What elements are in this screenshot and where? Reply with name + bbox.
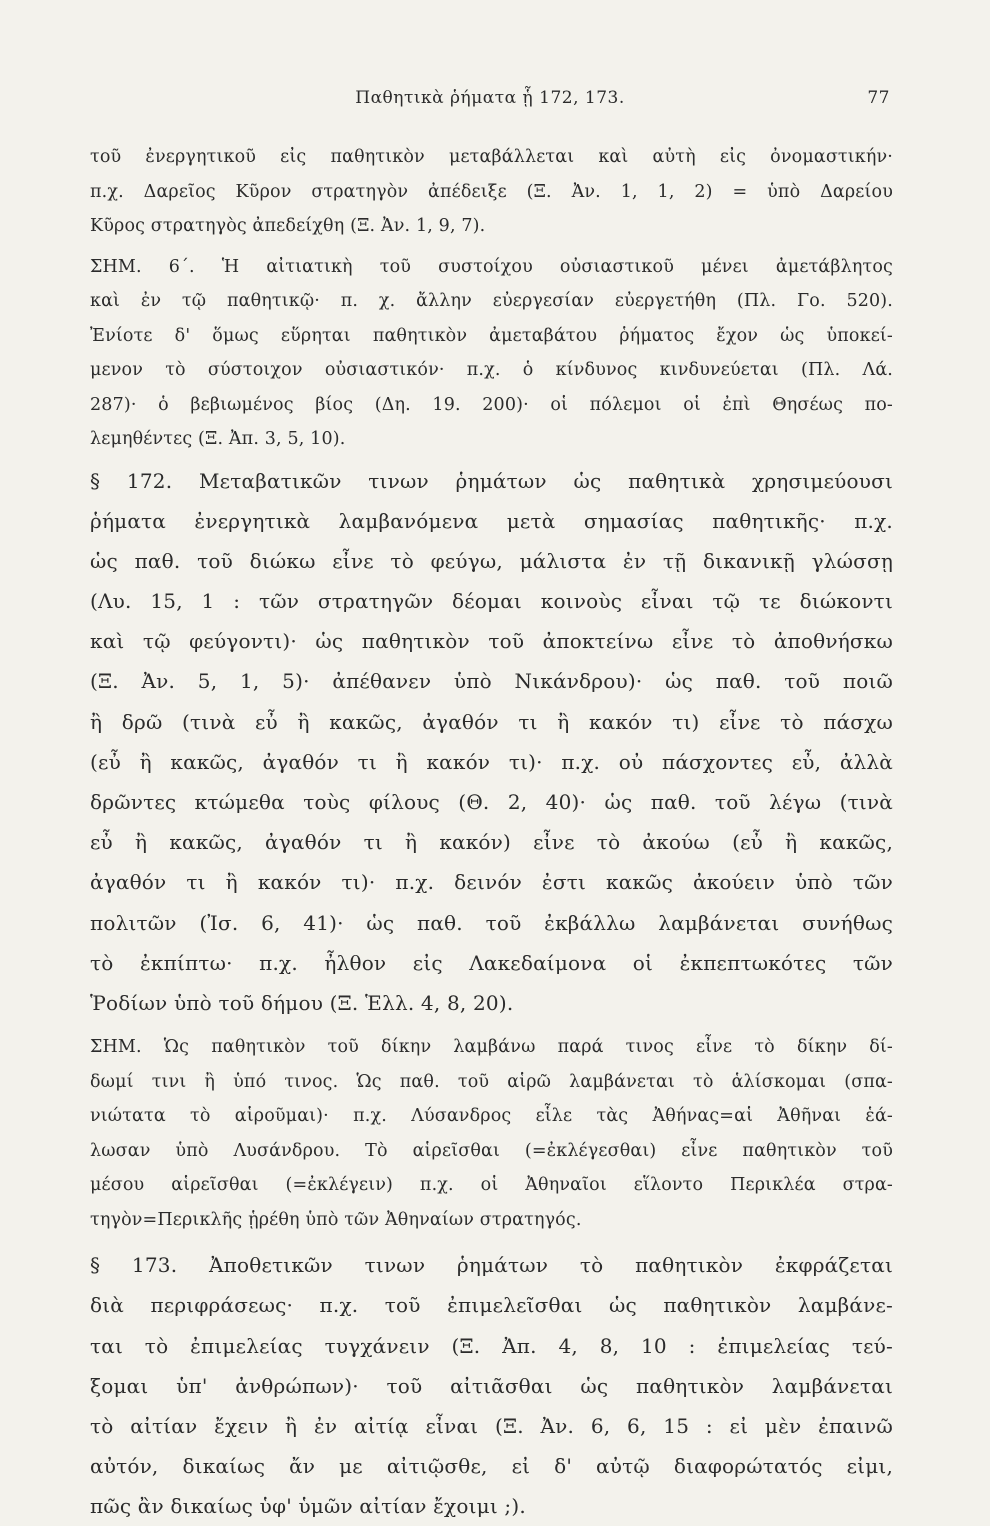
text-line: ξομαι ὑπ' ἀνθρώπων)· τοῦ αἰτιᾶσθαι ὡς παθητικὸν λαμβάνεται — [90, 1373, 893, 1398]
note-active-to-passive — [90, 140, 893, 244]
note-shm-b — [90, 250, 893, 457]
text-line: Ἐνίοτε δ' ὅμως εὕρηται παθητικὸν ἀμεταβάτου ῥήματος ἔχον ὡς ὑποκεί- — [90, 325, 893, 346]
text-line: αὐτόν, δικαίως ἄν με αἰτιῷσθε, εἰ δ' αὐτῷ διαφορώτατός εἰμι, — [90, 1454, 893, 1479]
page-number: 77 — [867, 88, 890, 108]
text-line: λεμηθέντες (Ξ. Ἀπ. 3, 5, 10). — [90, 429, 346, 449]
text-line: ὡς παθ. τοῦ διώκω εἶνε τὸ φεύγω, μάλιστα ἐν τῇ δικανικῇ γλώσσῃ — [90, 548, 893, 573]
text-line: π.χ. Δαρεῖος Κῦρον στρατηγὸν ἀπέδειξε (Ξ. Ἀν. 1, 1, 2) = ὑπὸ Δαρείου — [90, 181, 893, 202]
text-line: εὖ ἢ κακῶς, ἀγαθόν τι ἢ κακόν) εἶνε τὸ ἀκούω (εὖ ἢ κακῶς, — [90, 830, 893, 855]
text-line: τὸ αἰτίαν ἔχειν ἢ ἐν αἰτίᾳ εἶναι (Ξ. Ἀν. 6, 6, 15 : εἰ μὲν ἐπαινῶ — [90, 1413, 893, 1438]
text-line: (εὖ ἢ κακῶς, ἀγαθόν τι ἢ κακόν τι)· π.χ. οὐ πάσχοντες εὖ, ἀλλὰ — [90, 749, 893, 774]
text-line: 287)· ὁ βεβιωμένος βίος (Δη. 19. 200)· οἱ πόλεμοι οἱ ἐπὶ Θησέως πο- — [90, 394, 893, 415]
text-line: πῶς ἂν δικαίως ὑφ' ὑμῶν αἰτίαν ἔχοιμι ;). — [90, 1494, 526, 1519]
text-line: μενον τὸ σύστοιχον οὐσιαστικόν· π.χ. ὁ κίνδυνος κινδυνεύεται (Πλ. Λά. — [90, 360, 893, 380]
text-line: τὸ ἐκπίπτω· π.χ. ἦλθον εἰς Λακεδαίμονα οἱ ἐκπεπτωκότες τῶν — [90, 950, 893, 975]
text-line: καὶ ἐν τῷ παθητικῷ· π. χ. ἄλλην εὐεργεσίαν εὐεργετήθη (Πλ. Γο. 520). — [90, 291, 893, 311]
text-line: καὶ τῷ φεύγοντι)· ὡς παθητικὸν τοῦ ἀποκτείνω εἶνε τὸ ἀποθνήσκω — [90, 629, 893, 654]
text-line: (Λυ. 15, 1 : τῶν στρατηγῶν δέομαι κοινοὺς εἶναι τῷ τε διώκοντι — [90, 589, 893, 614]
text-line: ΣΗΜ. 6΄. Ἡ αἰτιατικὴ τοῦ συστοίχου οὐσιαστικοῦ μένει ἀμετάβλητος — [90, 256, 893, 277]
running-title: Παθητικὰ ῥήματα ᾗ 172, 173. — [355, 88, 625, 108]
text-line: ΣΗΜ. Ὡς παθητικὸν τοῦ δίκην λαμβάνω παρά τινος εἶνε τὸ δίκην δί- — [90, 1037, 893, 1058]
page-body — [90, 140, 893, 1526]
text-line: νιώτατα τὸ αἱροῦμαι)· π.χ. Λύσανδρος εἷλε τὰς Ἀθήνας=αἱ Ἀθῆναι ἑά- — [90, 1106, 893, 1127]
text-line: (Ξ. Ἀν. 5, 1, 5)· ἀπέθανεν ὑπὸ Νικάνδρου)· ὡς παθ. τοῦ ποιῶ — [90, 669, 893, 694]
text-line: τηγὸν=Περικλῆς ᾑρέθη ὑπὸ τῶν Ἀθηναίων στρατηγός. — [90, 1209, 582, 1230]
text-line: ἀγαθόν τι ἢ κακόν τι)· π.χ. δεινόν ἐστι κακῶς ἀκούειν ὑπὸ τῶν — [90, 870, 893, 895]
text-line: Ῥοδίων ὑπὸ τοῦ δήμου (Ξ. Ἑλλ. 4, 8, 20). — [90, 990, 514, 1015]
section-173 — [90, 1245, 893, 1526]
text-line: πολιτῶν (Ἰσ. 6, 41)· ὡς παθ. τοῦ ἐκβάλλω λαμβάνεται συνήθως — [90, 910, 893, 935]
section-172 — [90, 461, 893, 1024]
running-header — [90, 88, 890, 118]
text-line: § 172. Μεταβατικῶν τινων ῥημάτων ὡς παθητικὰ χρησιμεύουσι — [90, 468, 893, 493]
note-shm-172 — [90, 1030, 893, 1237]
text-line: λωσαν ὑπὸ Λυσάνδρου. Τὸ αἱρεῖσθαι (=ἐκλέγεσθαι) εἶνε παθητικὸν τοῦ — [90, 1140, 893, 1161]
text-line: ῥήματα ἐνεργητικὰ λαμβανόμενα μετὰ σημασίας παθητικῆς· π.χ. — [90, 508, 893, 533]
text-line: τοῦ ἐνεργητικοῦ εἰς παθητικὸν μεταβάλλεται καὶ αὐτὴ εἰς ὀνομαστικήν· — [90, 147, 893, 167]
text-line: ται τὸ ἐπιμελείας τυγχάνειν (Ξ. Ἀπ. 4, 8, 10 : ἐπιμελείας τεύ- — [90, 1333, 893, 1358]
text-line: διὰ περιφράσεως· π.χ. τοῦ ἐπιμελεῖσθαι ὡς παθητικὸν λαμβάνε- — [90, 1293, 893, 1318]
text-line: § 173. Ἀποθετικῶν τινων ῥημάτων τὸ παθητικὸν ἐκφράζεται — [90, 1253, 893, 1278]
text-line: ἢ δρῶ (τινὰ εὖ ἢ κακῶς, ἀγαθόν τι ἢ κακόν τι) εἶνε τὸ πάσχω — [90, 709, 893, 734]
text-line: δρῶντες κτώμεθα τοὺς φίλους (Θ. 2, 40)· ὡς παθ. τοῦ λέγω (τινὰ — [90, 790, 893, 814]
text-line: δωμί τινι ἢ ὑπό τινος. Ὡς παθ. τοῦ αἱρῶ λαμβάνεται τὸ ἁλίσκομαι (σπα- — [90, 1071, 893, 1092]
text-line: Κῦρος στρατηγὸς ἀπεδείχθη (Ξ. Ἀν. 1, 9, 7). — [90, 216, 486, 236]
text-line: μέσου αἱρεῖσθαι (=ἐκλέγειν) π.χ. οἱ Ἀθηναῖοι εἵλοντο Περικλέα στρα- — [90, 1175, 893, 1196]
